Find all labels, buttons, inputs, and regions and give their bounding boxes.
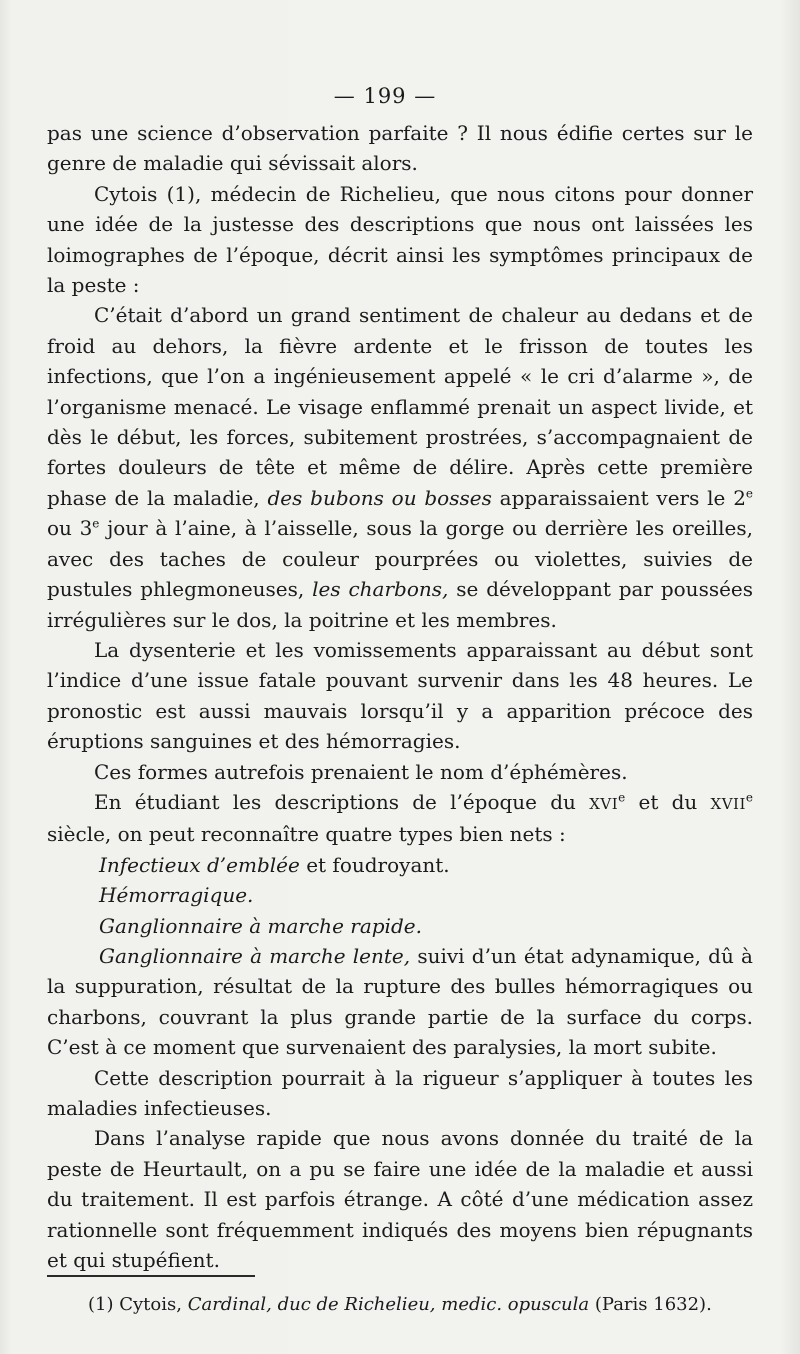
- paragraph: pas une science d’observation parfaite ? Il nous édifie certes sur le genre de maladie qui sévissait alors.: [47, 121, 753, 176]
- list-item: Ganglionnaire à marche rapide.: [99, 913, 422, 938]
- century-numeral: XVI: [589, 794, 619, 813]
- page-number: — 199 —: [333, 84, 437, 108]
- century-numeral: XVII: [710, 794, 746, 813]
- emphasis: des bubons ou bosses: [267, 485, 492, 510]
- paragraph: Cytois (1), médecin de Richelieu, que nous citons pour donner une idée de la justesse des descriptions que nous ont laissées les loimographes de l’époque, décrit ainsi les symptômes principaux de la peste :: [47, 181, 753, 298]
- footnote: (1) Cytois, Cardinal, duc de Richelieu, medic. opuscula (Paris 1632).: [88, 1294, 712, 1315]
- body-text: [47, 118, 753, 1275]
- paragraph: Dans l’analyse rapide que nous avons donnée du traité de la peste de Heurtault, on a pu se faire une idée de la maladie et aussi du traitement. Il est parfois étrange. A côté d’une médication assez rationnelle sont fréquemment indiqués des moyens bien répugnants et qui stupéfient.: [47, 1126, 753, 1273]
- footnote-rule: [47, 1275, 255, 1277]
- list-item: Hémorragique.: [99, 883, 254, 908]
- paragraph: C’était d’abord un grand sentiment de chaleur au dedans et de froid au dehors, la fièvre ardente et le frisson de toutes les infections, que l’on a ingénieusement appelé « le cri d’alarme », de l’organisme menacé. Le visage enflammé prenait un aspect livide, et dès le début, les forces, subitement prostrées, s’accompagnaient de fortes douleurs de tête et même de délire. Après cette première phase de la maladie, des bubons ou bosses apparaissaient vers le 2e ou 3e jour à l’aine, à l’aisselle, sous la gorge ou derrière les oreilles, avec des taches de couleur pourprées ou violettes, suivies de pustules phlegmoneuses, les charbons, se développant par poussées irrégulières sur le dos, la poitrine et les membres.: [47, 303, 754, 632]
- list-item: Ganglionnaire à marche lente, suivi d’un état adynamique, dû à la suppuration, résultat de la rupture des bulles hémorragiques ou charbons, couvrant la plus grande partie de la surface du corps. C’est à ce moment que survenaient des paralysies, la mort subite.: [47, 943, 753, 1060]
- paragraph: La dysenterie et les vomissements apparaissant au début sont l’indice d’une issue fatale pouvant survenir dans les 48 heures. Le pronostic est aussi mauvais lorsqu’il y a apparition précoce des éruptions sanguines et des hémorragies.: [47, 637, 753, 754]
- paragraph: Cette description pourrait à la rigueur s’appliquer à toutes les maladies infectieuses.: [47, 1065, 753, 1120]
- emphasis: les charbons,: [312, 577, 449, 602]
- paragraph: En étudiant les descriptions de l’époque du XVIe et du XVIIe siècle, on peut reconnaître quatre types bien nets :: [47, 789, 754, 847]
- list-item: Infectieux d’emblée et foudroyant.: [99, 852, 450, 877]
- paragraph: Ces formes autrefois prenaient le nom d’éphémères.: [94, 759, 628, 784]
